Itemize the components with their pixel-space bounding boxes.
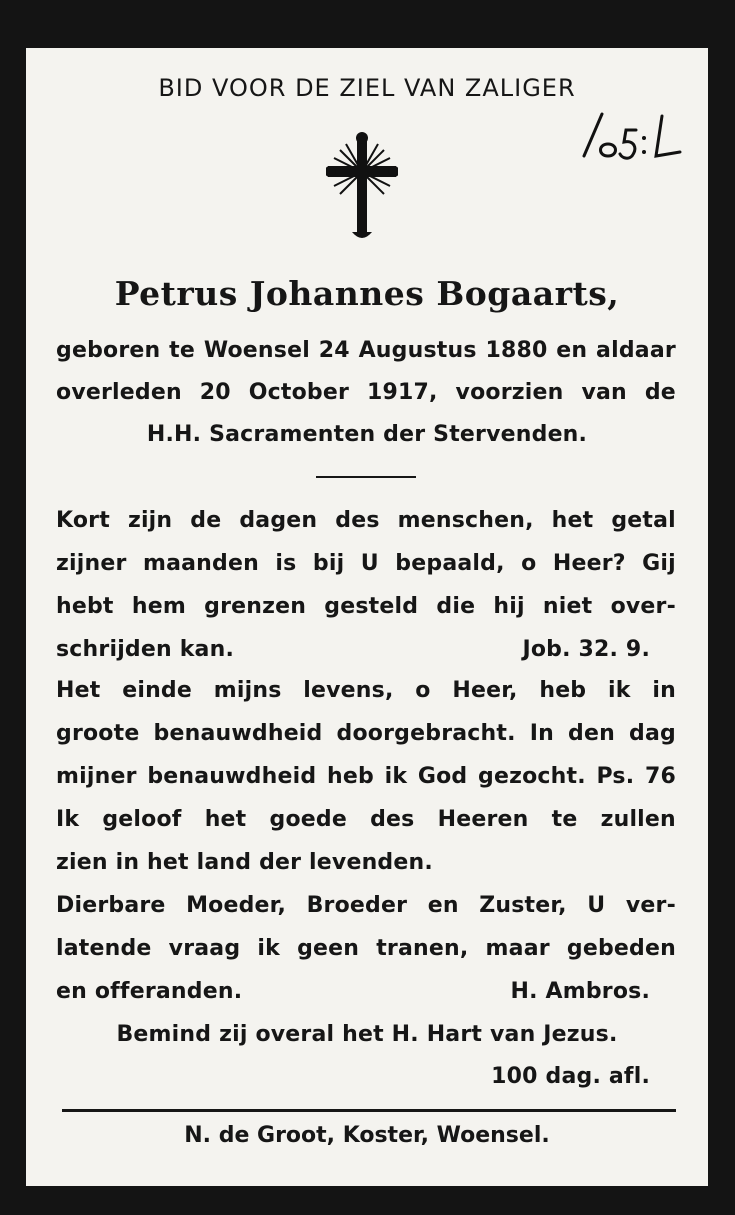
- word: benauwdheid: [153, 721, 323, 746]
- divider-short: [316, 476, 416, 478]
- verse4-reference: H. Ambros.: [510, 979, 650, 1004]
- word: hebt: [56, 594, 114, 619]
- word: bepaald,: [395, 551, 505, 576]
- bio-line-2: [56, 380, 676, 405]
- word: 1880: [485, 338, 548, 363]
- word: getal: [611, 508, 676, 533]
- word: o: [415, 678, 431, 703]
- verse4-line-2: [56, 936, 676, 961]
- word: die: [436, 594, 476, 619]
- word: In: [529, 721, 554, 746]
- cross-icon: [326, 132, 398, 244]
- word: Broeder: [306, 893, 408, 918]
- word: Heer?: [552, 551, 626, 576]
- word: gezocht.: [478, 764, 586, 789]
- word: aldaar: [596, 338, 676, 363]
- word: o: [521, 551, 537, 576]
- word: grenzen: [204, 594, 307, 619]
- word: niet: [542, 594, 593, 619]
- word: geen: [297, 936, 360, 961]
- word: Kort: [56, 508, 110, 533]
- verse2-line-2: [56, 721, 676, 746]
- word: benauwdheid: [147, 764, 317, 789]
- word: over-: [610, 594, 676, 619]
- word: U: [587, 893, 606, 918]
- word: en: [427, 893, 459, 918]
- word: vraag: [168, 936, 241, 961]
- word: einde: [122, 678, 192, 703]
- verse4-line-1: [56, 893, 676, 918]
- verse1-line-4: schrijden kan.: [56, 637, 235, 662]
- word: 1917,: [367, 380, 438, 405]
- word: gebeden: [566, 936, 676, 961]
- word: Woensel: [203, 338, 310, 363]
- word: tranen,: [376, 936, 469, 961]
- word: 24: [318, 338, 350, 363]
- word: Gij: [642, 551, 676, 576]
- divider-long: [62, 1109, 676, 1112]
- word: den: [568, 721, 615, 746]
- word: Heeren: [437, 807, 529, 832]
- verse3-line-1: [56, 807, 676, 832]
- word: God: [417, 764, 468, 789]
- verse1-reference: Job. 32. 9.: [522, 637, 650, 662]
- verse2-line-1: [56, 678, 676, 703]
- word: doorgebracht.: [336, 721, 516, 746]
- word: gesteld: [324, 594, 419, 619]
- word: des: [370, 807, 415, 832]
- word: te: [169, 338, 196, 363]
- word: overleden: [56, 380, 182, 405]
- word: Ik: [56, 807, 80, 832]
- word: voorzien: [455, 380, 564, 405]
- word: hij: [493, 594, 525, 619]
- printer-credit: N. de Groot, Koster, Woensel.: [184, 1123, 550, 1148]
- handwritten-note: [576, 108, 686, 168]
- word: mijns: [213, 678, 282, 703]
- closing-line: Bemind zij overal het H. Hart van Jezus.: [116, 1022, 618, 1047]
- card-header: BID VOOR DE ZIEL VAN ZALIGER: [158, 74, 576, 102]
- verse1-line-3: [56, 594, 676, 619]
- word: en: [556, 338, 588, 363]
- word: in: [652, 678, 676, 703]
- word: maanden: [142, 551, 259, 576]
- bio-line-3: H.H. Sacramenten der Stervenden.: [146, 422, 588, 447]
- word: hem: [131, 594, 186, 619]
- word: menschen,: [397, 508, 534, 533]
- verse2-line-3: [56, 764, 676, 789]
- memorial-card: [26, 48, 708, 1186]
- word: U: [360, 551, 379, 576]
- word: October: [248, 380, 350, 405]
- verse1-line-2: [56, 551, 676, 576]
- word: Moeder,: [186, 893, 287, 918]
- word: 20: [199, 380, 231, 405]
- word: het: [551, 508, 594, 533]
- verse1-line-1: [56, 508, 676, 533]
- word: geboren: [56, 338, 161, 363]
- word: ver-: [625, 893, 676, 918]
- word: van: [581, 380, 627, 405]
- word: ik: [257, 936, 280, 961]
- word: Zuster,: [479, 893, 567, 918]
- word: latende: [56, 936, 152, 961]
- word: goede: [269, 807, 347, 832]
- word: groote: [56, 721, 140, 746]
- verse3-line-2: zien in het land der levenden.: [56, 850, 433, 875]
- indulgence-note: 100 dag. afl.: [491, 1064, 650, 1089]
- word: heb: [539, 678, 587, 703]
- word: Heer,: [452, 678, 518, 703]
- word: de: [644, 380, 676, 405]
- word: Dierbare: [56, 893, 166, 918]
- verse4-line-3: en offeranden.: [56, 979, 243, 1004]
- word: Augustus: [358, 338, 477, 363]
- word: het: [204, 807, 247, 832]
- deceased-name: Petrus Johannes Bogaarts,: [114, 274, 620, 313]
- word: zijn: [127, 508, 173, 533]
- word: heb: [326, 764, 374, 789]
- word: geloof: [102, 807, 182, 832]
- word: maar: [485, 936, 550, 961]
- word: ik: [384, 764, 408, 789]
- word: is: [275, 551, 297, 576]
- word: mijner: [56, 764, 137, 789]
- word: ik: [608, 678, 631, 703]
- word: levens,: [303, 678, 394, 703]
- word: Ps.: [596, 764, 635, 789]
- word: 76: [644, 764, 676, 789]
- word: des: [335, 508, 380, 533]
- word: dag: [629, 721, 676, 746]
- word: dagen: [239, 508, 318, 533]
- word: zullen: [600, 807, 676, 832]
- word: te: [551, 807, 578, 832]
- word: bij: [312, 551, 345, 576]
- word: Het: [56, 678, 101, 703]
- word: de: [190, 508, 222, 533]
- bio-line-1: [56, 338, 676, 363]
- word: zijner: [56, 551, 127, 576]
